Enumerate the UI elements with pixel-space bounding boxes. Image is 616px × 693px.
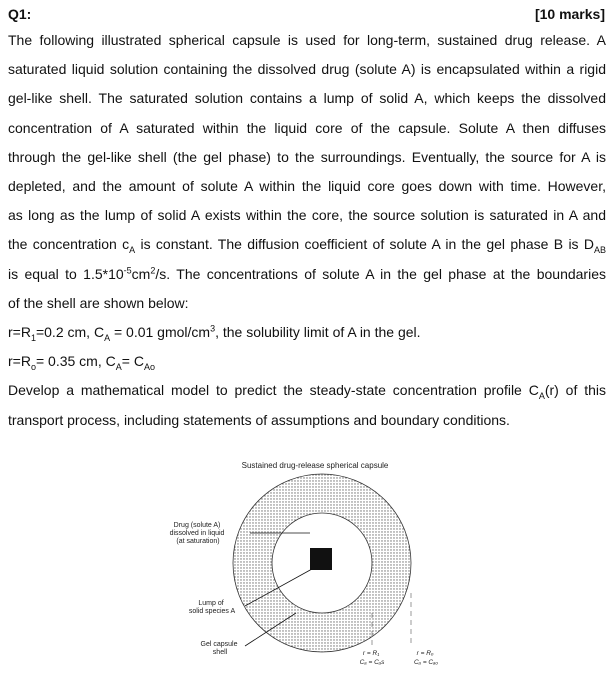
question-header [8,6,605,26]
label-shell: Gel capsule shell [200,641,238,656]
task-line [8,376,606,405]
body-line: as long as the lump of solid A exists within the core, the source solution is saturated in A and [8,207,606,224]
text-run: = 0.01 gmol/cm [110,324,211,341]
question-marks: [10 marks] [534,6,605,22]
text-run: (r) of this [544,382,606,399]
boundary-condition-2 [8,347,606,376]
superscript: 2 [150,264,156,275]
label-lump: Lump of solid species A [188,600,236,615]
subscript: 1 [30,332,36,343]
text-run: =0.2 cm, C [35,324,105,341]
body-line: saturated liquid solution containing the dissolved drug (solute A) is encapsulated within a rigid [8,61,606,78]
subscript: A [538,391,545,402]
text-run: /s. The concentrations of solute A in the gel phase at the boundaries [155,265,606,282]
label-r0: r = Rₒ Cₐ = Cₐₒ [413,650,439,666]
body-line: The following illustrated spherical capsule is used for long-term, sustained drug release. A [8,32,606,48]
subscript: A [129,245,136,256]
body-line: through the gel-like shell (the gel phase) to the surroundings. Eventually, the source for A is [8,148,606,165]
capsule-diagram [150,453,480,688]
text-run: = C [121,353,144,370]
label-r1: r = R₁ Cₐ = Cₐs [359,650,385,666]
superscript: -5 [123,264,132,275]
text-run: cm [131,265,151,282]
figure-title: Sustained drug-release spherical capsule [241,461,389,470]
subscript: Ao [143,362,155,373]
text-run: the concentration c [8,236,130,253]
solid-lump [310,548,332,570]
body-line: of the shell are shown below: [8,294,189,311]
body-line-diffusivity [8,260,606,289]
subscript: AB [593,245,606,256]
subscript: A [115,362,122,373]
text-run: is constant. The diffusion coefficient of solute A in the gel phase B is D [135,236,594,253]
body-line: concentration of A saturated within the liquid core of the capsule. Solute A then diffuses [8,119,606,136]
text-run: = 0.35 cm, C [35,353,116,370]
text-run: Develop a mathematical model to predict the steady-state concentration profile C [8,382,539,399]
text-run: is equal to 1.5*10 [8,265,124,282]
capsule-figure [150,453,480,688]
subscript: o [30,362,36,373]
label-drug: Drug (solute A) dissolved in liquid (at saturation) [169,522,225,545]
body-line-concentration [8,230,606,259]
question-number: Q1: [8,6,32,22]
task-line: transport process, including statements of assumptions and boundary conditions. [8,411,510,428]
body-line: gel-like shell. The saturated solution contains a lump of solid A, which keeps the dissolved [8,90,606,107]
text-run: , the solubility limit of A in the gel. [215,324,421,341]
superscript: 3 [210,323,216,334]
text-run: r=R [8,353,31,370]
subscript: A [104,332,111,343]
body-line: depleted, and the amount of solute A within the liquid core goes down with time. However, [8,178,606,195]
text-run: r=R [8,324,31,341]
boundary-condition-1 [8,318,606,347]
question-body [8,26,606,435]
